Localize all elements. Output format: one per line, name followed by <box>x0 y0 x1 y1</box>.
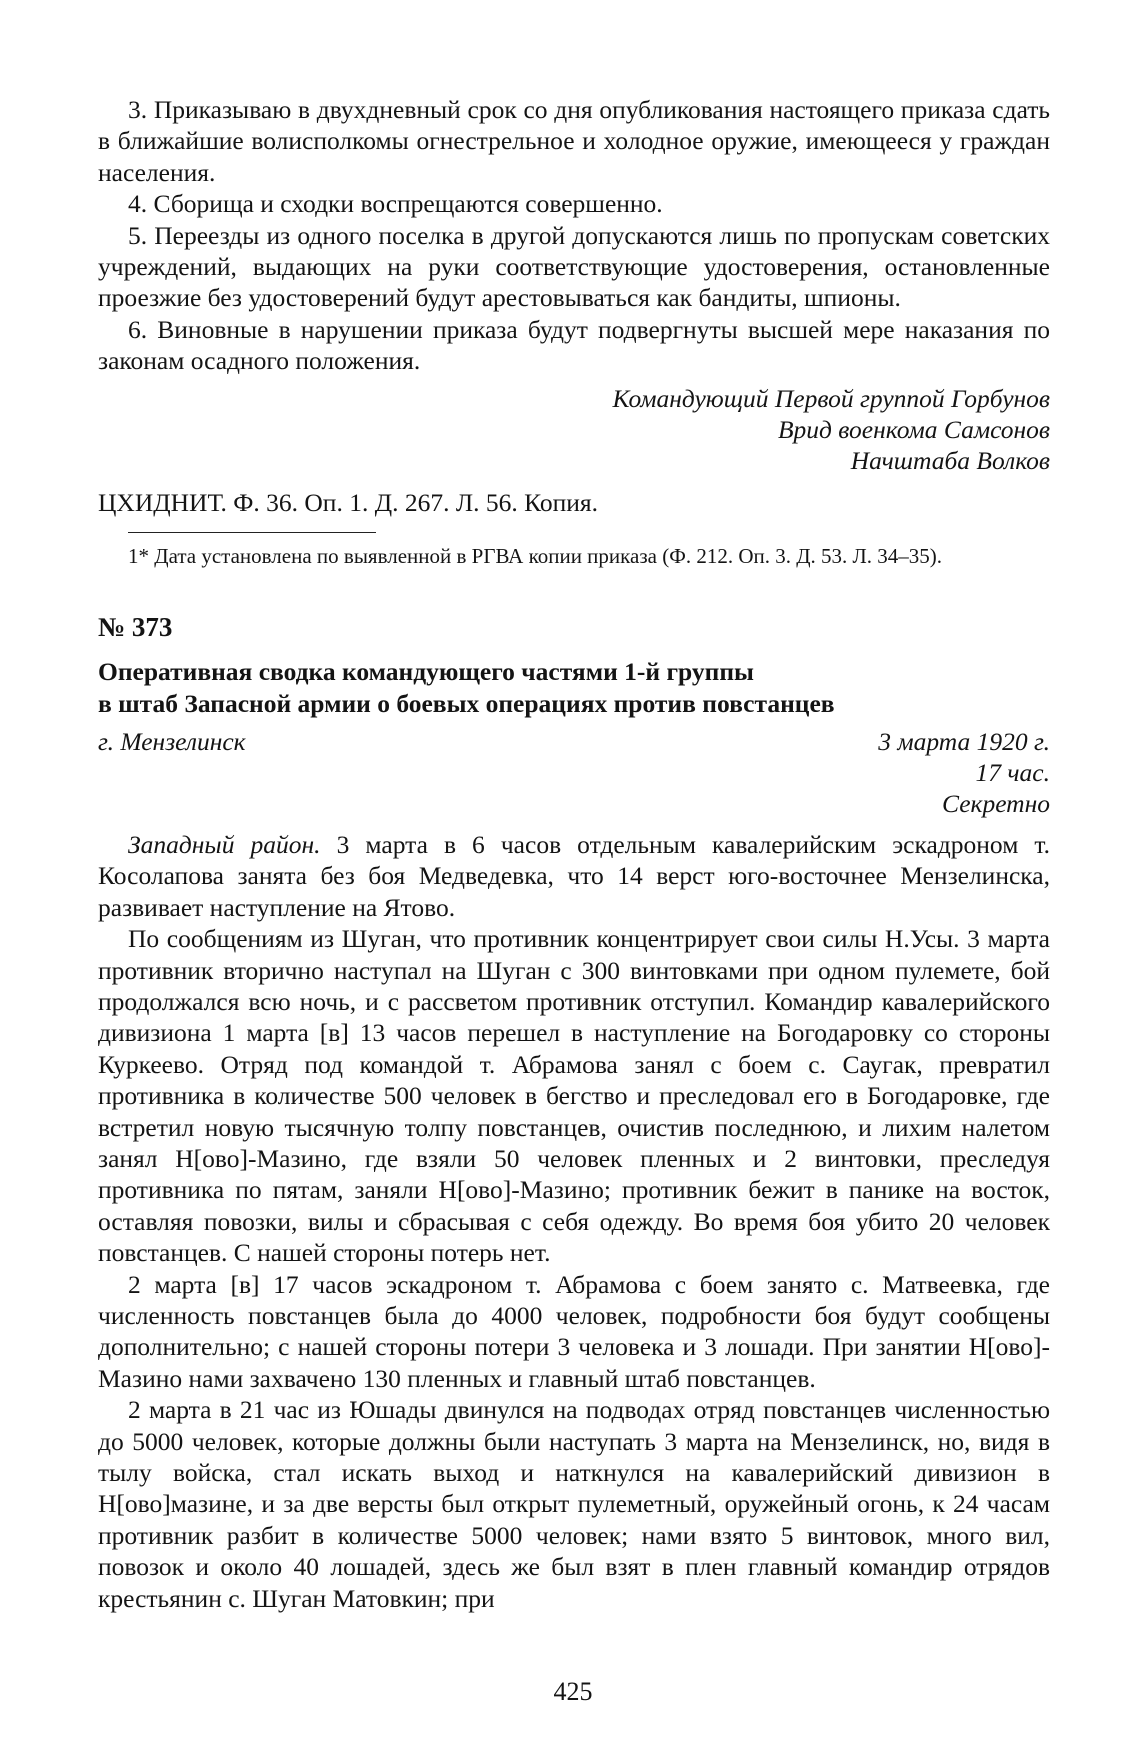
order-item-4: 4. Сборища и сходки воспрещаются совершенно. <box>128 189 663 219</box>
place-date-line <box>98 726 1050 757</box>
order-item-5: 5. Переезды из одного поселка в другой допускаются лишь по пропускам советских учреждений, выдающих на руки соответствующие удостоверения, остановленные проезжие без удостоверений будут арестовываться как бандиты, шпионы. <box>98 220 1050 313</box>
archive-reference: ЦХИДНИТ. Ф. 36. Оп. 1. Д. 267. Л. 56. Копия. <box>98 487 599 517</box>
order-item-3: 3. Приказываю в двухдневный срок со дня опубликования настоящего приказа сдать в ближайшие волисполкомы огнестрельное и холодное оружие, имеющееся у граждан населения. <box>98 95 1050 187</box>
footnote-divider <box>128 532 376 533</box>
document-time: 17 час. <box>975 757 1050 787</box>
document-place: г. Мензелинск <box>98 726 246 756</box>
report-paragraph-4: 2 марта в 21 час из Юшады двинулся на подводах отряд повстанцев численностью до 5000 человек, которые должны были наступать 3 марта на Мензелинск, но, видя в тылу войска, стал искать выход и наткнулся на кавалерийский дивизион в Н[ово]мазине, и за две версты был открыт пулеметный, оружейный огонь, к 24 часам противник разбит в количестве 5000 человек; нами взято 5 винтовок, много вил, повозок и около 40 лошадей, здесь же был взят в плен главный командир отрядов крестьянин с. Шуган Матовкин; при <box>98 1395 1050 1613</box>
region-label: Западный район. <box>128 829 321 859</box>
page-number: 425 <box>553 1677 593 1706</box>
footnote: 1* Дата установлена по выявленной в РГВА копии приказа (Ф. 212. Оп. 3. Д. 53. Л. 34–35). <box>128 543 943 568</box>
document-title <box>98 656 1050 720</box>
report-paragraph-1-text: 3 марта в 6 часов отдельным кавалерийским эскадроном т. Косолапова занята без боя Медведевка, что 14 верст юго-восточнее Мензелинска, развивает наступление на Ятово. <box>98 829 1050 922</box>
report-paragraph-2: По сообщениям из Шуган, что противник концентрирует свои силы Н.Усы. 3 марта противник вторично наступал на Шуган с 300 винтовками при одном пулемете, бой продолжался всю ночь, и с рассветом противник отступил. Командир кавалерийского дивизиона 1 марта [в] 13 часов перешел в наступление на Богодаровку со стороны Куркеево. Отряд под командой т. Абрамова занял с боем с. Саугак, превратил противника в количестве 500 человек в бегство и преследовал его в Богодаровке, где встретил новую тысячную толпу повстанцев, очистив последнюю, и лихим налетом занял Н[ово]-Мазино, где взяли 50 человек пленных и 2 винтовки, преследуя противника по пятам, заняли Н[ово]-Мазино; противник бежит в панике на восток, оставляя повозки, вилы и сбрасывая с себя одежду. Во время боя убито 20 человек повстанцев. С нашей стороны потерь нет. <box>98 924 1050 1268</box>
classification-mark: Секретно <box>942 788 1050 818</box>
document-date: 3 марта 1920 г. <box>878 726 1050 756</box>
document-number: № 373 <box>98 611 173 642</box>
signature-block <box>98 383 1050 477</box>
order-item-6: 6. Виновные в нарушении приказа будут подвергнуты высшей мере наказания по законам осадного положения. <box>98 314 1050 376</box>
signature-commissar: Врид военкома Самсонов <box>777 415 1050 445</box>
report-paragraph-1 <box>98 829 1050 923</box>
report-paragraph-3: 2 марта [в] 17 часов эскадроном т. Абрамова с боем занято с. Матвеевка, где численность повстанцев была до 4000 человек, подробности боя будут сообщены дополнительно; с нашей стороны потери 3 человека и 3 лошади. При занятии Н[ово]-Мазино нами захвачено 130 пленных и главный штаб повстанцев. <box>98 1269 1050 1393</box>
signature-chief-of-staff: Начштаба Волков <box>850 446 1050 476</box>
document-373 <box>98 610 1050 1614</box>
document-title-line-1: Оперативная сводка командующего частями 1-й группы <box>98 656 754 686</box>
order-section <box>98 94 1050 570</box>
document-title-line-2: в штаб Запасной армии о боевых операциях против повстанцев <box>98 688 835 718</box>
signature-commander: Командующий Первой группой Горбунов <box>612 383 1050 413</box>
